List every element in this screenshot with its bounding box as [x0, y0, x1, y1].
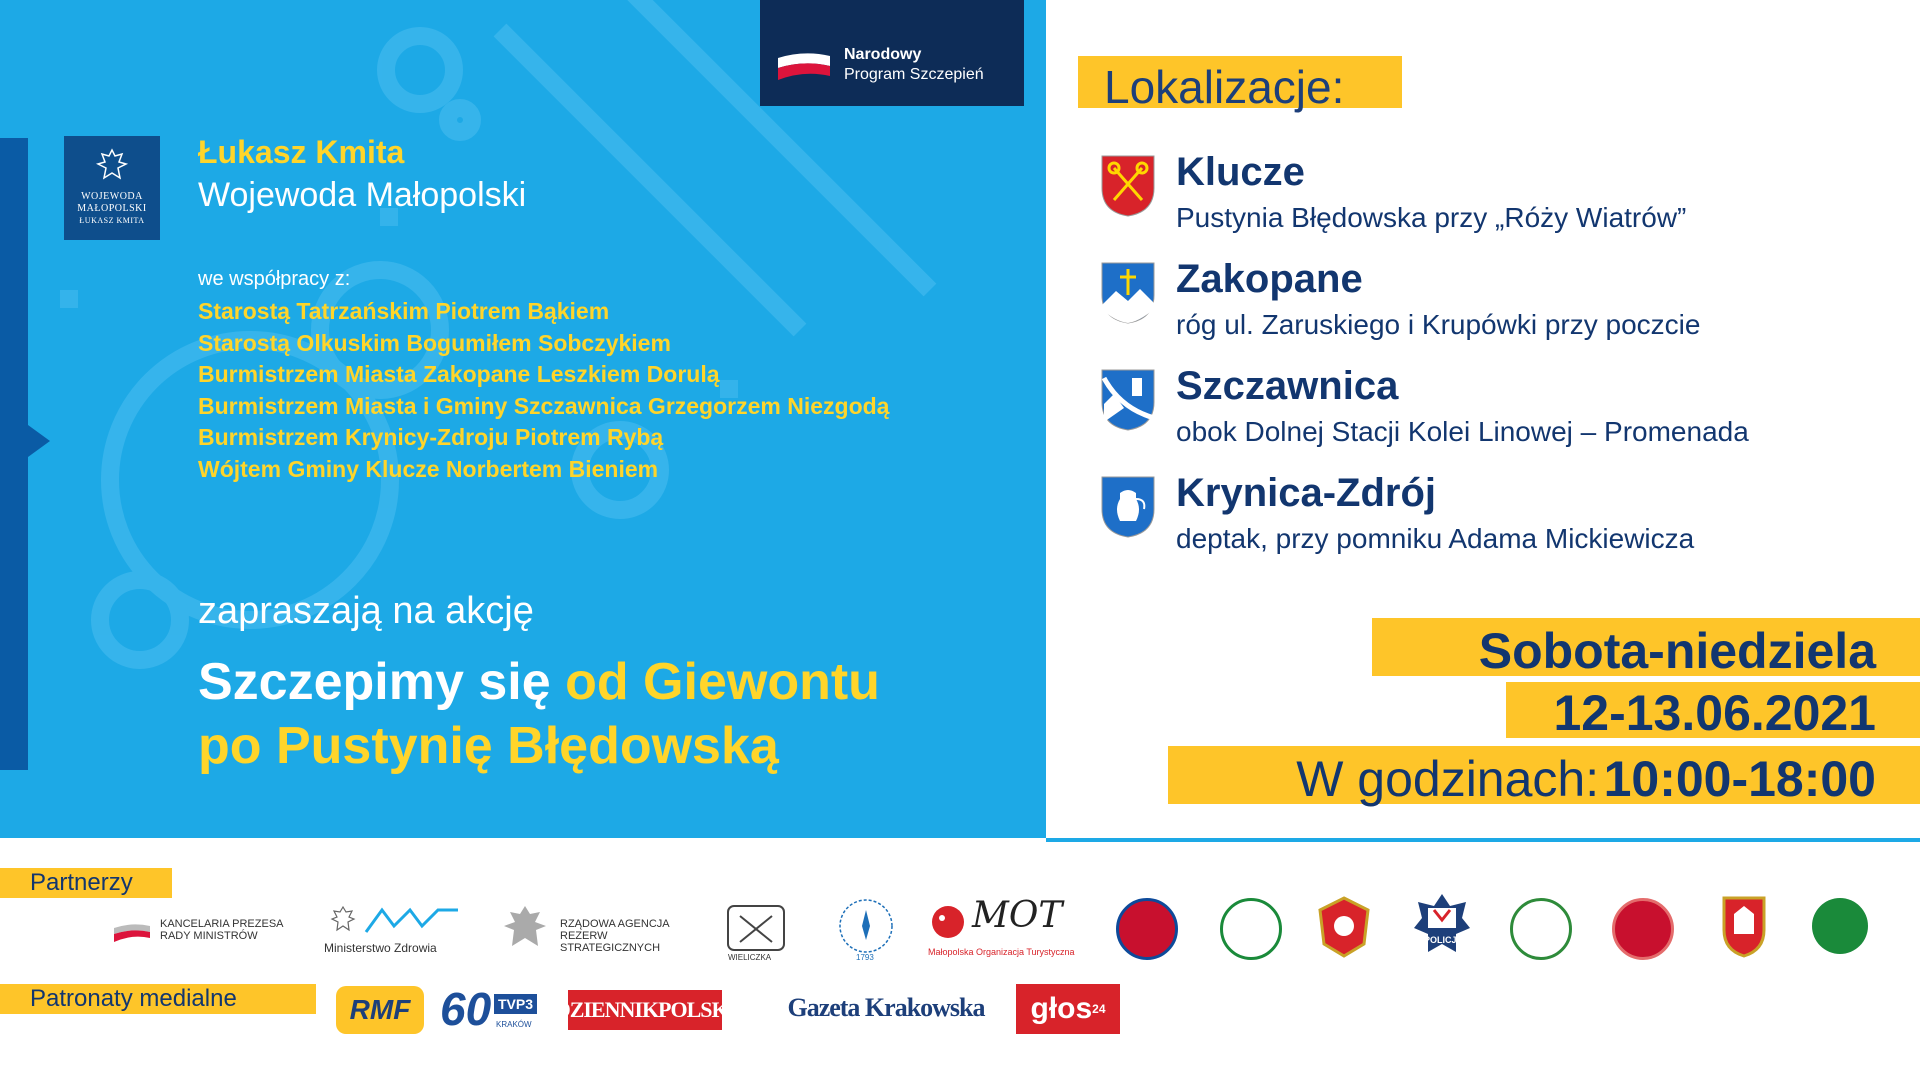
organizer-name: Łukasz Kmita	[198, 134, 405, 170]
ministerstwo-zdrowia-logo	[324, 904, 464, 958]
mz-text: Ministerstwo Zdrowia	[324, 941, 437, 955]
flag-icon	[776, 50, 832, 84]
media-label: Patronaty medialne	[30, 985, 237, 1012]
ratownicy-logo	[1220, 898, 1282, 960]
cooperation-partner: Burmistrzem Miasta i Gminy Szczawnica Grzegorzem Niezgodą	[198, 392, 890, 419]
eagle-emblem-icon	[92, 146, 132, 186]
mot-mark: MOT	[972, 895, 1063, 936]
location-item	[1100, 471, 1900, 571]
police-star-icon	[1412, 892, 1472, 958]
location-name: Krynica-Zdrój	[1176, 471, 1437, 515]
tvp-brand: TVP3	[494, 994, 537, 1014]
mz-wave-icon	[364, 906, 460, 934]
location-item	[1100, 150, 1900, 250]
tvp-sixty: 60	[440, 983, 492, 1035]
kprm-line-2: RADY MINISTRÓW	[160, 930, 258, 942]
cooperation-partner: Burmistrzem Krynicy-Zdroju Piotrem Rybą	[198, 424, 664, 450]
rars-line-1: RZĄDOWA AGENCJA	[560, 918, 670, 930]
invite-text: zapraszają na akcję	[198, 590, 534, 632]
mot-logo	[928, 896, 1088, 962]
schedule-date: 12-13.06.2021	[1553, 685, 1876, 741]
kopalnia-text: WIELICZKA	[728, 953, 772, 962]
location-description: Pustynia Błędowska przy „Róży Wiatrów”	[1176, 202, 1687, 233]
lasy-panstwowe-logo	[1510, 898, 1572, 960]
mot-drop-icon	[928, 900, 968, 940]
glos24-logo	[1016, 984, 1120, 1034]
nps-line-2: Program Szczepień	[844, 66, 984, 83]
headline-part-2: od Giewontu	[565, 653, 880, 711]
organizer-title: Wojewoda Małopolski	[198, 176, 527, 214]
location-item	[1100, 257, 1900, 357]
rmf-logo: RMF	[336, 986, 424, 1034]
divider	[1046, 838, 1920, 842]
schedule-days: Sobota-niedziela	[1478, 623, 1876, 679]
straz-pozarna-logo	[1316, 896, 1372, 958]
flag-icon	[112, 920, 152, 944]
kprm-logo	[112, 916, 292, 952]
glos-sup: 24	[1092, 1002, 1106, 1016]
inspekcja-transportu-logo	[1812, 898, 1868, 954]
straz-miejska-logo	[1720, 894, 1768, 958]
cooperation-partner: Starostą Olkuskim Bogumiłem Sobczykiem	[198, 329, 671, 356]
policja-logo	[1412, 892, 1472, 958]
cooperation-list	[198, 296, 889, 485]
nps-line-1: Narodowy	[844, 46, 922, 63]
szczawnica-crest-icon	[1100, 368, 1156, 432]
cooperation-intro: we współpracy z:	[198, 268, 351, 290]
glos-text: głos	[1030, 992, 1093, 1025]
policja-text: POLICJA	[1424, 935, 1464, 945]
schedule-hours	[1168, 750, 1876, 808]
krynica-crest-icon	[1100, 475, 1156, 539]
goprowcy-logo	[1612, 898, 1674, 960]
logo-line-3: ŁUKASZ KMITA	[79, 216, 145, 225]
accent-arrow	[28, 425, 50, 457]
rars-line-2: REZERW STRATEGICZNYCH	[560, 930, 661, 954]
krynica-uzdrowisko-logo	[834, 896, 898, 966]
partners-label: Partnerzy	[30, 869, 133, 896]
eagle-emblem-icon	[328, 904, 358, 934]
location-name: Zakopane	[1176, 257, 1363, 301]
klucze-crest-icon	[1100, 154, 1156, 218]
campaign-headline	[198, 650, 880, 778]
location-item	[1100, 364, 1900, 464]
rars-logo	[500, 900, 700, 960]
logo-line-2: MAŁOPOLSKI	[77, 203, 147, 214]
wojewoda-logo	[64, 136, 160, 240]
kopalnia-soli-logo	[718, 900, 794, 964]
accent-bar	[0, 138, 28, 770]
dziennik-polski-logo: DZIENNIKPOLSKI	[568, 990, 722, 1030]
krynica-year: 1793	[856, 953, 874, 962]
headline-part-3: po Pustynię Błędowską	[198, 717, 779, 775]
sanepid-logo	[1116, 898, 1178, 960]
cooperation-partner: Wójtem Gminy Klucze Norbertem Bieniem	[198, 455, 659, 482]
locations-title: Lokalizacje:	[1104, 61, 1345, 113]
hours-label: W godzinach:	[1296, 751, 1600, 807]
headline-part-1: Szczepimy się	[198, 653, 551, 711]
location-name: Szczawnica	[1176, 364, 1399, 408]
kprm-line-1: KANCELARIA PREZESA	[160, 918, 284, 930]
hours-value: 10:00-18:00	[1603, 751, 1876, 807]
location-description: róg ul. Zaruskiego i Krupówki przy poczcie	[1176, 309, 1701, 340]
eagle-emblem-icon	[500, 902, 550, 956]
tvp-city: KRAKÓW	[496, 1020, 532, 1029]
uzdrowisko-emblem-icon	[834, 896, 898, 960]
left-panel	[0, 0, 1046, 838]
salt-mine-emblem-icon	[718, 900, 794, 952]
location-description: deptak, przy pomniku Adama Mickiewicza	[1176, 523, 1695, 554]
location-name: Klucze	[1176, 150, 1305, 194]
mot-text: Małopolska Organizacja Turystyczna	[928, 947, 1075, 957]
zakopane-crest-icon	[1100, 261, 1156, 325]
logo-line-1: WOJEWODA	[81, 191, 143, 202]
nps-badge	[760, 0, 1024, 106]
cooperation-partner: Burmistrzem Miasta Zakopane Leszkiem Dorulą	[198, 361, 720, 387]
gazeta-krakowska-logo: Gazeta Krakowska	[787, 993, 985, 1022]
tvp3-krakow-logo	[440, 982, 550, 1038]
location-description: obok Dolnej Stacji Kolei Linowej – Promenada	[1176, 416, 1749, 447]
cooperation-partner: Starostą Tatrzańskim Piotrem Bąkiem	[198, 298, 610, 324]
